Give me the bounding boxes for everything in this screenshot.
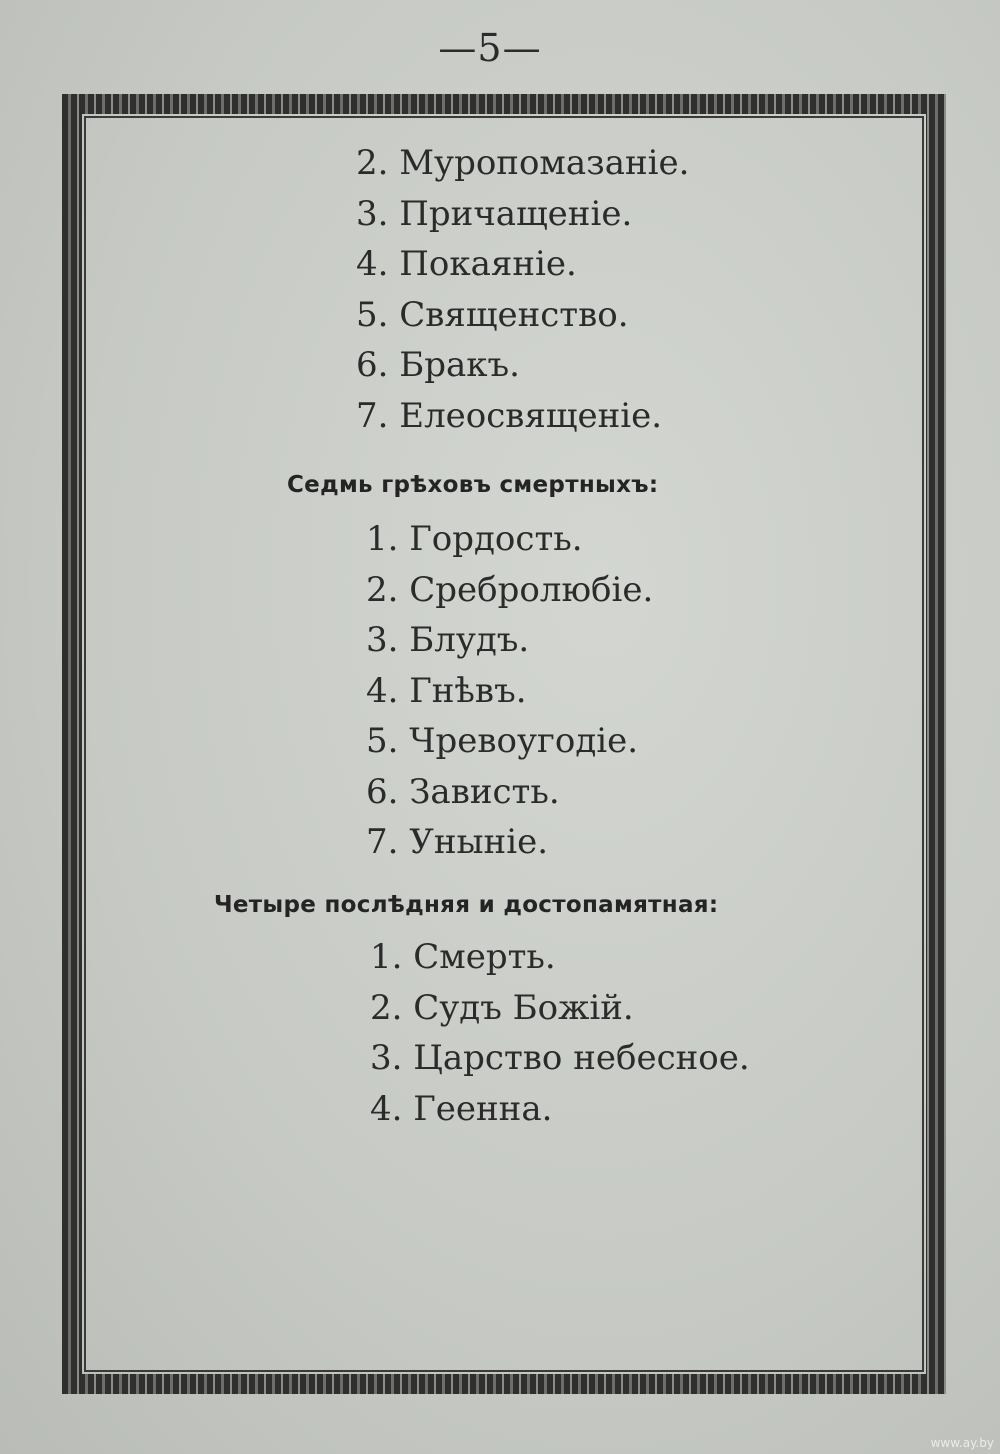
last-things-heading: Четыре послѣдняя и достопамятная: [214,892,719,918]
list-item: 1. Гордость. [366,519,583,559]
list-item: 5. Священство. [356,294,629,335]
page-number: —5— [438,26,542,70]
list-item: 6. Бракъ. [356,345,520,385]
list-item: 7. Уныніе. [366,822,549,862]
list-item: 4. Покаяніе. [356,244,577,284]
sins-list [366,514,653,868]
last-things-list [370,932,750,1134]
sins-heading: Седмь грѣховъ смертныхъ: [287,472,659,498]
list-item: 7. Елеосвященіе. [356,395,663,436]
list-item: 2. Муропомазаніе. [356,143,690,183]
watermark: www.ay.by [930,1436,994,1450]
list-item: 6. Зависть. [366,771,560,812]
list-item: 4. Геенна. [370,1088,553,1129]
sacraments-list [356,138,689,441]
list-item: 5. Чревоугодіе. [366,721,639,761]
list-item: 3. Блудъ. [366,620,530,660]
list-item: 2. Судъ Божій. [370,987,634,1028]
list-item: 1. Смерть. [370,937,556,977]
list-item: 3. Причащеніе. [356,193,633,234]
list-item: 2. Сребролюбіе. [366,569,654,610]
list-item: 4. Гнѣвъ. [366,670,527,711]
list-item: 3. Царство небесное. [370,1038,750,1078]
